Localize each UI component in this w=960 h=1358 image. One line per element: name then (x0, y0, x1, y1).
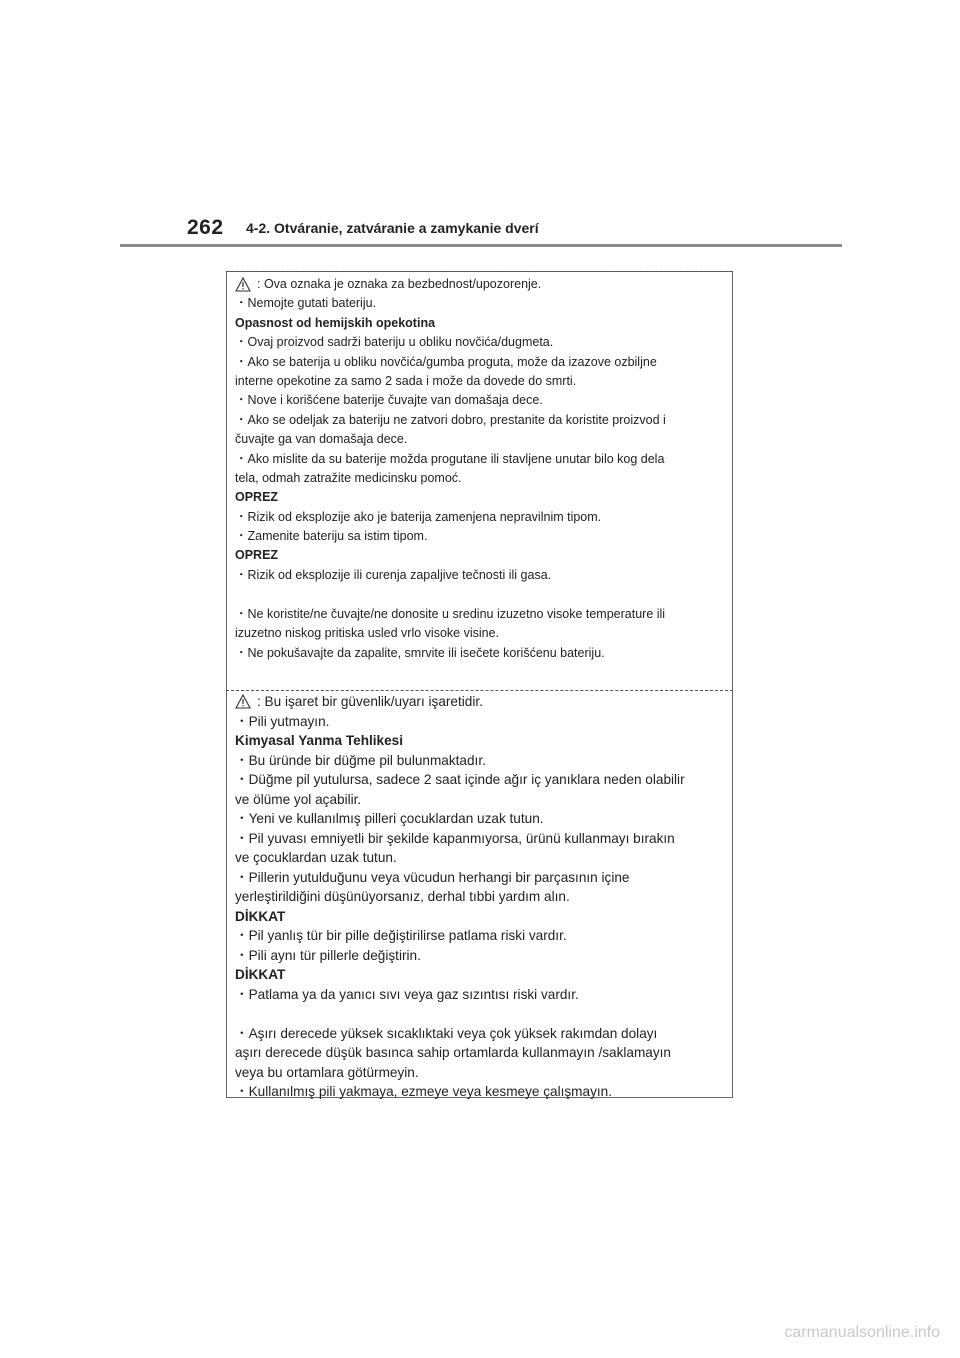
text-line: ・Kullanılmış pili yakmaya, ezmeye veya kesmeye çalışmayın. (235, 1084, 612, 1099)
heading-line: OPREZ (235, 490, 279, 505)
text-line: ・Düğme pil yutulursa, sadece 2 saat içinde ağır iç yanıklara neden olabilir (235, 772, 685, 787)
text-line: veya bu ortamlara götürmeyin. (235, 1064, 419, 1080)
text-line: ・Pili yutmayın. (235, 713, 330, 729)
text-line: ・Ako se odeljak za bateriju ne zatvori dobro, prestanite da koristite proizvod i (235, 412, 666, 427)
text-line: ・Zamenite bateriju sa istim tipom. (235, 529, 428, 544)
heading-line: Kimyasal Yanma Tehlikesi (235, 733, 404, 748)
section-divider (226, 690, 733, 691)
text-line: ・Nove i korišćene baterije čuvajte van domašaja dece. (235, 393, 543, 408)
text-line: ・Ne koristite/ne čuvajte/ne donosite u sredinu izuzetno visoke temperature ili (235, 606, 666, 621)
text-line: ve ölüme yol açabilir. (235, 791, 362, 807)
text-line: ・Pillerin yutulduğunu veya vücudun herhangi bir parçasının içine (235, 869, 630, 885)
text-line: čuvajte ga van domašaja dece. (235, 432, 408, 447)
text-line: ・Yeni ve kullanılmış pilleri çocuklardan uzak tutun. (235, 811, 544, 826)
header-rule (120, 244, 842, 247)
text-line: ・Ako se baterija u obliku novčića/gumba proguta, može da izazove ozbiljne (235, 354, 657, 369)
blank-line (235, 585, 726, 605)
text-line: ・Aşırı derecede yüksek sıcaklıktaki veya çok yüksek rakımdan dolayı (235, 1025, 658, 1041)
turkish-warning-section (235, 692, 726, 1102)
watermark: carmanualsonline.info (784, 1324, 940, 1341)
page-number: 262 (187, 216, 224, 239)
warning-line (235, 692, 726, 712)
warning-text: : Bu işaret bir güvenlik/uyarı işaretidir. (257, 694, 483, 709)
text-line: ・Ako mislite da su baterije možda progutane ili stavljene unutar bilo kog dela (235, 451, 665, 466)
text-line: ・Pil yanlış tür bir pille değiştirilirse patlama riski vardır. (235, 928, 567, 943)
text-line: ・Ovaj proizvod sadrži bateriju u obliku novčića/dugmeta. (235, 335, 554, 350)
text-line: izuzetno niskog pritiska usled vrlo visoke visine. (235, 626, 500, 641)
warning-line (235, 275, 726, 294)
warning-triangle-icon (235, 694, 251, 709)
text-line: ・Pil yuvası emniyetli bir şekilde kapanmıyorsa, ürünü kullanmayı bırakın (235, 830, 675, 846)
blank-line (235, 1004, 726, 1024)
serbian-warning-section (235, 275, 726, 663)
text-line: tela, odmah zatražite medicinsku pomoć. (235, 470, 462, 485)
text-line: aşırı derecede düşük basınca sahip ortamlarda kullanmayın /saklamayın (235, 1045, 671, 1060)
heading-line: DİKKAT (235, 967, 286, 982)
section-title: 4-2. Otváranie, zatváranie a zamykanie dverí (246, 220, 539, 236)
heading-line: Opasnost od hemijskih opekotina (235, 315, 436, 330)
heading-line: DİKKAT (235, 908, 286, 924)
text-line: ・Ne pokušavajte da zapalite, smrvite ili isečete korišćenu bateriju. (235, 645, 605, 660)
text-line: ve çocuklardan uzak tutun. (235, 850, 397, 865)
text-line: ・Pili aynı tür pillerle değiştirin. (235, 947, 421, 963)
warning-text: : Ova oznaka je oznaka za bezbednost/upozorenje. (257, 277, 542, 291)
text-line: ・Bu üründe bir düğme pil bulunmaktadır. (235, 752, 486, 768)
text-line: ・Rizik od eksplozije ako je baterija zamenjena nepravilnim tipom. (235, 509, 602, 524)
heading-line: OPREZ (235, 548, 279, 563)
box-top-divider (226, 271, 733, 272)
warning-box (226, 271, 733, 1098)
text-line: interne opekotine za samo 2 sada i može da dovede do smrti. (235, 373, 577, 388)
text-line: ・Rizik od eksplozije ili curenja zapaljive tečnosti ili gasa. (235, 567, 552, 582)
page-header (0, 0, 960, 250)
text-line: yerleştirildiğini düşünüyorsanız, derhal tıbbi yardım alın. (235, 889, 570, 904)
text-line: ・Patlama ya da yanıcı sıvı veya gaz sızıntısı riski vardır. (235, 986, 579, 1002)
text-line: ・Nemojte gutati bateriju. (235, 296, 377, 311)
warning-triangle-icon (235, 277, 251, 292)
